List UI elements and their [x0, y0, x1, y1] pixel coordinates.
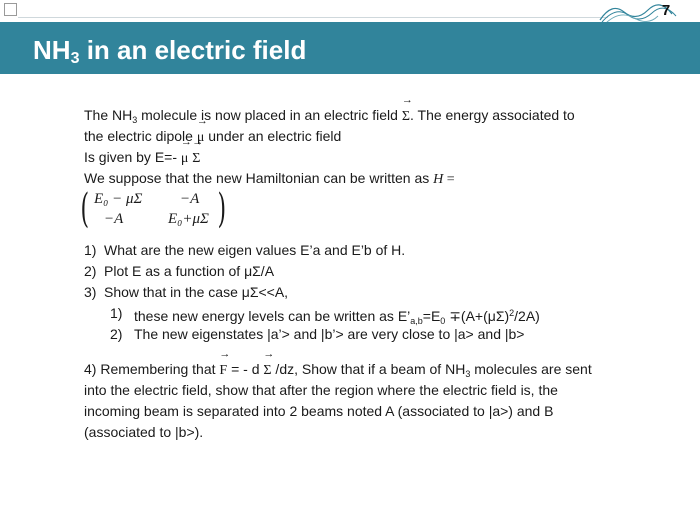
left-paren: (: [80, 186, 90, 232]
question-4-line-2: into the electric field, show that after the region where the electric field is, the: [84, 382, 558, 398]
question-3: 3) Show that in the case μΣ<<A,: [84, 284, 289, 300]
matrix-cell-12: −A: [180, 191, 200, 207]
question-1: 1) What are the new eigen values E’a and E’b of H.: [84, 242, 406, 258]
intro-line-3: Is given by E=- → μ → Σ: [84, 147, 664, 168]
slide-title: $NH_3$ in an electric field: [33, 35, 307, 67]
intro-line-4: We suppose that the new Hamiltonian can be written as H =: [84, 170, 455, 187]
question-3-2: 2) The new eigenstates |a’> and |b’> are very close to |a> and |b>: [110, 326, 525, 342]
corner-square-icon: [4, 3, 17, 16]
matrix-cell-22: E₀+μΣ: [168, 211, 209, 227]
question-4-line-1: 4) Remembering that → F = - d → Σ /dz, Show that if a beam of $NH_3$ molecules are sent: [84, 359, 664, 380]
wave-decoration-icon: [598, 0, 700, 24]
question-4-line-4: (associated to |b>).: [84, 424, 204, 440]
sigma-vector-symbol: → Σ: [402, 106, 410, 127]
top-divider: [18, 17, 608, 18]
right-paren: ): [217, 186, 227, 232]
force-vector-symbol: → F: [219, 360, 227, 381]
top-strip: [0, 0, 700, 22]
matrix-cell-21: −A: [104, 211, 124, 227]
question-2: 2) Plot E as a function of μΣ/A: [84, 263, 275, 279]
hamiltonian-matrix: [80, 186, 244, 232]
intro-line-2: the electric dipole → μ under an electric field: [84, 126, 664, 147]
question-3-1: 1) these new energy levels can be written as $E’_{a,b}=E_0 \mp(A+(\mu\Sigma)^2/2A)$: [110, 305, 540, 326]
slide-body: [80, 105, 664, 443]
question-4-line-3: incoming beam is separated into 2 beams noted A (associated to |a>) and B: [84, 403, 554, 419]
slide-number: 7: [661, 2, 671, 19]
intro-line-1: The $NH_3$ molecule is now placed in an electric field → Σ. The energy associated to: [84, 105, 664, 126]
matrix-cell-11: E₀ − μΣ: [94, 191, 143, 207]
mu-vector-symbol: → μ: [197, 127, 205, 148]
